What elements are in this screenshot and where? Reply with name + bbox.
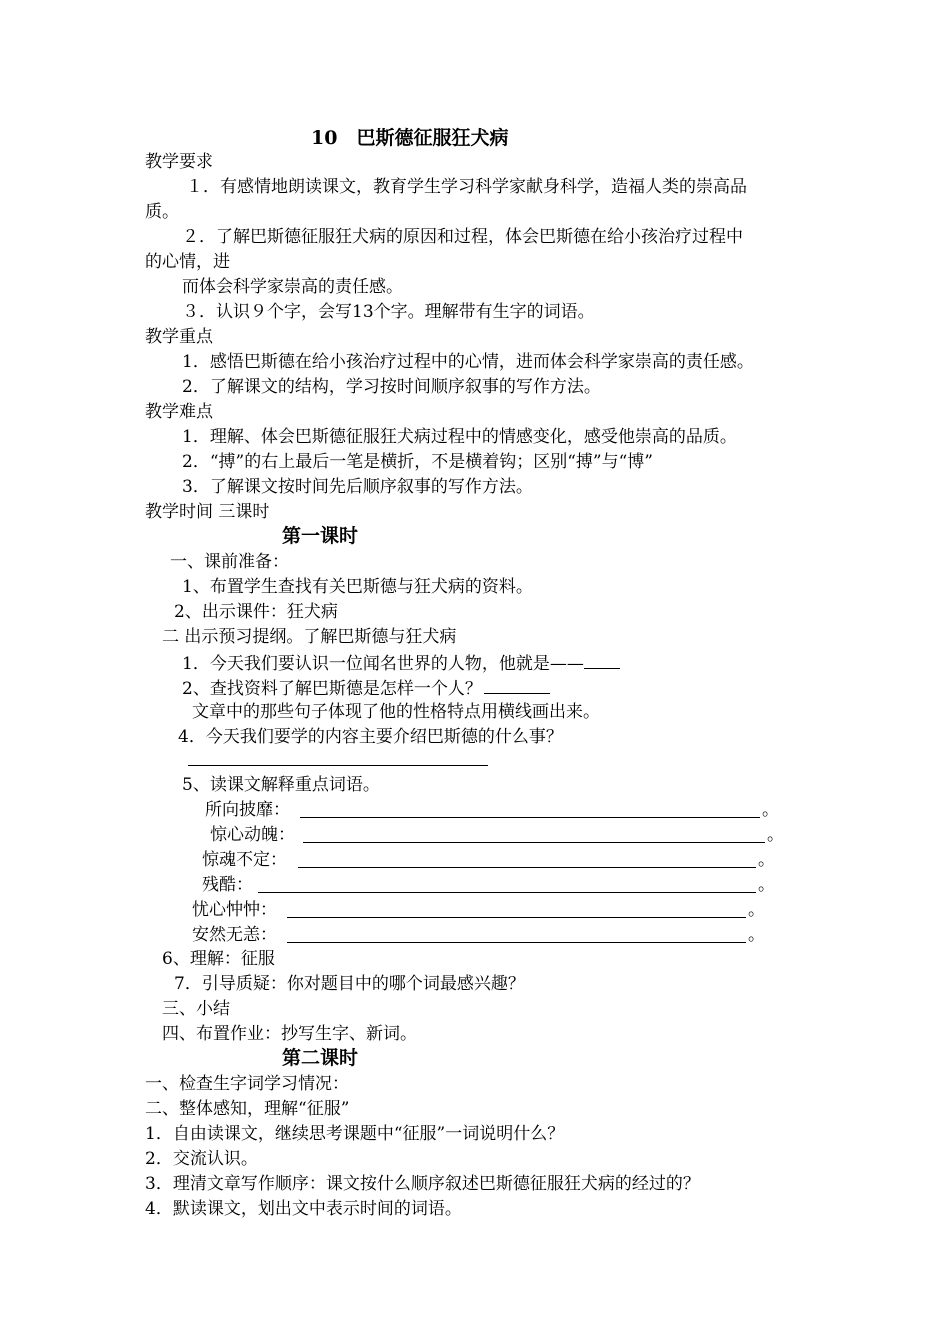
lesson1-step-1: 一、课前准备： [170,552,289,572]
lesson1-heading: 第一课时 [282,525,359,547]
lesson1-step-2: 二 出示预习提纲。了解巴斯德与狂犬病 [162,627,457,647]
word-end-mark: 。 [748,925,765,945]
preview-question-6: 6、理解：征服 [162,949,275,969]
teaching-time: 教学时间 三课时 [145,502,270,522]
section-heading-difficulties: 教学难点 [145,402,213,422]
word-end-mark: 。 [762,800,779,820]
preview-question-1-text: 1．今天我们要认识一位闻名世界的人物，他就是—— [182,654,584,674]
requirement-item-3: ３．认识９个字，会写13个字。理解带有生字的词语。 [182,302,595,322]
requirement-item-2: ２．了解巴斯德征服狂犬病的原因和过程，体会巴斯德在给小孩治疗过程中 [182,227,743,247]
requirement-item-1-cont: 质。 [145,202,179,222]
answer-blank-1[interactable] [584,650,620,669]
requirement-item-1: １．有感情地朗读课文，教育学生学习科学家献身科学，造福人类的崇高品 [186,177,747,197]
difficulty-1: 1．理解、体会巴斯德征服狂犬病过程中的情感变化，感受他崇高的品质。 [182,427,737,447]
word-end-mark: 。 [758,850,775,870]
lesson2-item-2: 2．交流认识。 [145,1149,258,1169]
difficulty-2: 2．“搏”的右上最后一笔是横折，不是横着钩；区别“搏”与“博” [182,452,653,472]
word-row [192,898,277,923]
word-row [192,923,277,948]
lesson1-step-1-1: 1、布置学生查找有关巴斯德与狂犬病的资料。 [182,577,533,597]
word-answer-line[interactable] [298,867,756,868]
word-row [210,823,295,848]
lesson2-step-2: 二、整体感知，理解“征服” [145,1099,350,1119]
preview-question-5: 5、读课文解释重点词语。 [182,775,380,795]
word-term: 忧心忡忡： [192,900,277,920]
word-term: 残酷： [202,875,253,895]
preview-question-3: 文章中的那些句子体现了他的性格特点用横线画出来。 [192,702,600,722]
word-row [202,848,287,873]
lesson2-heading: 第二课时 [282,1047,359,1069]
word-term: 惊魂不定： [202,850,287,870]
word-end-mark: 。 [767,825,784,845]
word-row [205,798,290,823]
lesson1-step-3: 三、小结 [162,999,230,1019]
answer-blank-4[interactable] [188,765,488,766]
word-term: 所向披靡： [205,800,290,820]
word-end-mark: 。 [748,900,765,920]
preview-question-7: 7．引导质疑：你对题目中的哪个词最感兴趣？ [174,974,525,994]
preview-question-4: 4．今天我们要学的内容主要介绍巴斯德的什么事？ [178,727,563,747]
lesson1-step-1-2: 2、出示课件：狂犬病 [174,602,338,622]
word-end-mark: 。 [758,875,775,895]
preview-question-1 [182,650,620,675]
lesson-title: 10 巴斯德征服狂犬病 [311,127,509,149]
lesson2-item-3: 3．理清文章写作顺序：课文按什么顺序叙述巴斯德征服狂犬病的经过的？ [145,1174,700,1194]
word-term: 安然无恙： [192,925,277,945]
answer-blank-2[interactable] [484,675,550,694]
preview-question-2-text: 2、查找资料了解巴斯德是怎样一个人？ [182,679,482,699]
preview-question-2 [182,675,550,700]
requirement-item-2-cont2: 而体会科学家崇高的责任感。 [182,277,403,297]
lesson1-step-4: 四、布置作业：抄写生字、新词。 [162,1024,417,1044]
word-term: 惊心动魄： [210,825,295,845]
word-answer-line[interactable] [303,842,765,843]
lesson2-item-4: 4．默读课文，划出文中表示时间的词语。 [145,1199,462,1219]
lesson2-item-1: 1．自由读课文，继续思考课题中“征服”一词说明什么？ [145,1124,565,1144]
key-point-1: 1．感悟巴斯德在给小孩治疗过程中的心情，进而体会科学家崇高的责任感。 [182,352,754,372]
requirement-item-2-cont: 的心情，进 [145,252,230,272]
difficulty-3: 3．了解课文按时间先后顺序叙事的写作方法。 [182,477,533,497]
word-answer-line[interactable] [300,817,760,818]
section-heading-key-points: 教学重点 [145,327,213,347]
word-answer-line[interactable] [287,942,746,943]
lesson2-step-1: 一、检查生字词学习情况： [145,1074,349,1094]
word-answer-line[interactable] [258,892,756,893]
key-point-2: 2．了解课文的结构，学习按时间顺序叙事的写作方法。 [182,377,601,397]
section-heading-requirements: 教学要求 [145,152,213,172]
word-answer-line[interactable] [287,917,746,918]
word-row [202,873,253,898]
